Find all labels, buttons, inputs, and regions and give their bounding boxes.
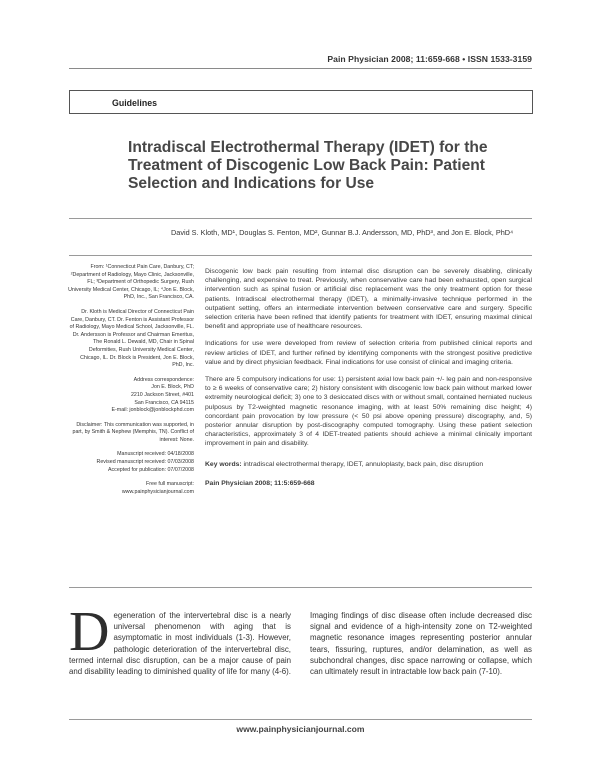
keywords xyxy=(205,460,532,469)
body-column-left xyxy=(69,601,291,677)
citation: Pain Physician 2008; 11:5:659-668 xyxy=(205,479,315,487)
article-sidebar xyxy=(68,264,194,503)
address-line: 2210 Jackson Street, #401 xyxy=(130,391,194,398)
free-manuscript xyxy=(68,481,194,496)
section-label: Guidelines xyxy=(112,98,157,108)
abstract xyxy=(205,267,532,496)
keywords-label: Key words: xyxy=(205,460,242,468)
date-line: Revised manuscript received: 07/03/2008 xyxy=(96,459,194,466)
address-line: San Francisco, CA 94115 xyxy=(134,399,194,406)
title-divider xyxy=(69,218,532,219)
keywords-text: intradiscal electrothermal therapy, IDET, annuloplasty, back pain, disc disruption xyxy=(243,460,484,468)
free-manuscript-link[interactable]: www.painphysicianjournal.com xyxy=(121,488,194,495)
header-divider xyxy=(69,68,532,69)
correspondence-address xyxy=(68,377,194,415)
manuscript-dates xyxy=(68,451,194,474)
author-list: David S. Kloth, MD¹, Douglas S. Fenton, MD², Gunnar B.J. Andersson, MD, PhD³, and Jon E. Block, PhD⁴ xyxy=(171,228,514,237)
address-line: Address correspondence: xyxy=(133,376,194,383)
abstract-divider xyxy=(69,587,532,588)
affiliations: From: ¹Connecticut Pain Care, Danbury, CT; ²Department of Radiology, Mayo Clinic, Jacksonville, FL; ³Department of Orthopedic Surgery, Rush University Medical Center, Chicago, IL; ⁴Jon E. Block, PhD, Inc., San Francisco, CA. xyxy=(68,264,194,301)
address-line: Jon E. Block, PhD xyxy=(151,384,194,391)
email-address[interactable]: E-mail: jonblock@jonblockphd.com xyxy=(111,407,194,414)
abstract-paragraph: There are 5 compulsory indications for use: 1) persistent axial low back pain +/- leg pain and non-responsive to ≥ 6 weeks of conservative care; 2) history consistent with discogenic low back pain without marked lower extremity neurological deficit; 3) one to 3 desiccated discs with or without small, contained herniated nucleus pulposus by T2-weighted magnetic resonance imaging, with at least 50% remaining disc height; 4) concordant pain provocation by low pressure (< 50 psi above opening pressure) discography, and, 5) posterior annular disruption by post-discography computed tomography. Using these patient selection characteristics, approximately 3 of 4 IDET-treated patients should achieve a minimal clinically important improvement in pain and disability. xyxy=(205,376,532,448)
date-line: Accepted for publication: 07/07/2008 xyxy=(108,466,194,473)
body-paragraph: Imaging findings of disc disease often include decreased disc signal and evidence of a high-intensity zone on T2-weighted magnetic resonance images representing posterior annular tears, fissuring, ruptures, and/or delamination, as well as subchondral changes, disc space narrowing or collapse, which can ultimately result in intractable low back pain (7-10). xyxy=(310,611,532,677)
footer-url[interactable]: www.painphysicianjournal.com xyxy=(236,724,365,734)
body-column-right xyxy=(310,610,532,677)
article-title: Intradiscal Electrothermal Therapy (IDET) for the Treatment of Discogenic Low Back Pain: Patient Selection and Indications for Use xyxy=(128,139,488,192)
abstract-paragraph: Discogenic low back pain resulting from internal disc disruption can be severely disabling, clinically challenging, and expensive to treat. Previously, when conservative care had been exhausted, open surgical intervention such as spinal fusion or artificial disc replacement was the only treatment option for these patients. Intradiscal electrothermal therapy (IDET), a minimally-invasive technique performed in the outpatient setting, offers an intermediate intervention between conservative care and surgery. Specific selection criteria have been refined that identify patients for treatment with IDET, ensuring maximal clinical benefit and appropriate use of healthcare resources. xyxy=(205,268,532,331)
date-line: Manuscript received: 04/18/2008 xyxy=(117,451,194,458)
footer-divider xyxy=(69,719,532,720)
drop-cap: D xyxy=(69,601,110,663)
author-bios: Dr. Kloth is Medical Director of Connecticut Pain Care, Danbury, CT. Dr. Fenton is Assistant Professor of Radiology, Mayo Medical School, Jacksonville, FL. Dr. Andersson is Professor and Chairman Emeritus, The Ronald L. Dewald, MD, Chair in Spinal Deformities, Rush University Medical Center, Chicago, IL. Dr. Block is President, Jon E. Block, PhD, Inc. xyxy=(69,308,194,369)
abstract-paragraph: Indications for use were developed from review of selection criteria from published clinical reports and review articles of IDET, and further refined by identifying components with the strongest positive predictive value and by direct physician feedback. Final indications for use consist of clinical and imaging criteria. xyxy=(205,340,532,366)
free-manuscript-label: Free full manuscript: xyxy=(146,481,194,488)
authors-divider xyxy=(69,255,532,256)
journal-header: Pain Physician 2008; 11:659-668 • ISSN 1533-3159 xyxy=(327,54,532,64)
disclaimer: Disclaimer: This communication was supported, in part, by Smith & Nephew (Memphis, TN). Conflict of interest: None. xyxy=(72,421,194,443)
body-paragraph: egeneration of the intervertebral disc is a nearly universal phenomenon with aging that is asymptomatic in most individuals (1-3). However, pathologic deterioration of the intervertebral disc, termed internal disc disruption, can be a major cause of pain and disability leading to diminished quality of life for many (4-6). xyxy=(69,611,291,677)
